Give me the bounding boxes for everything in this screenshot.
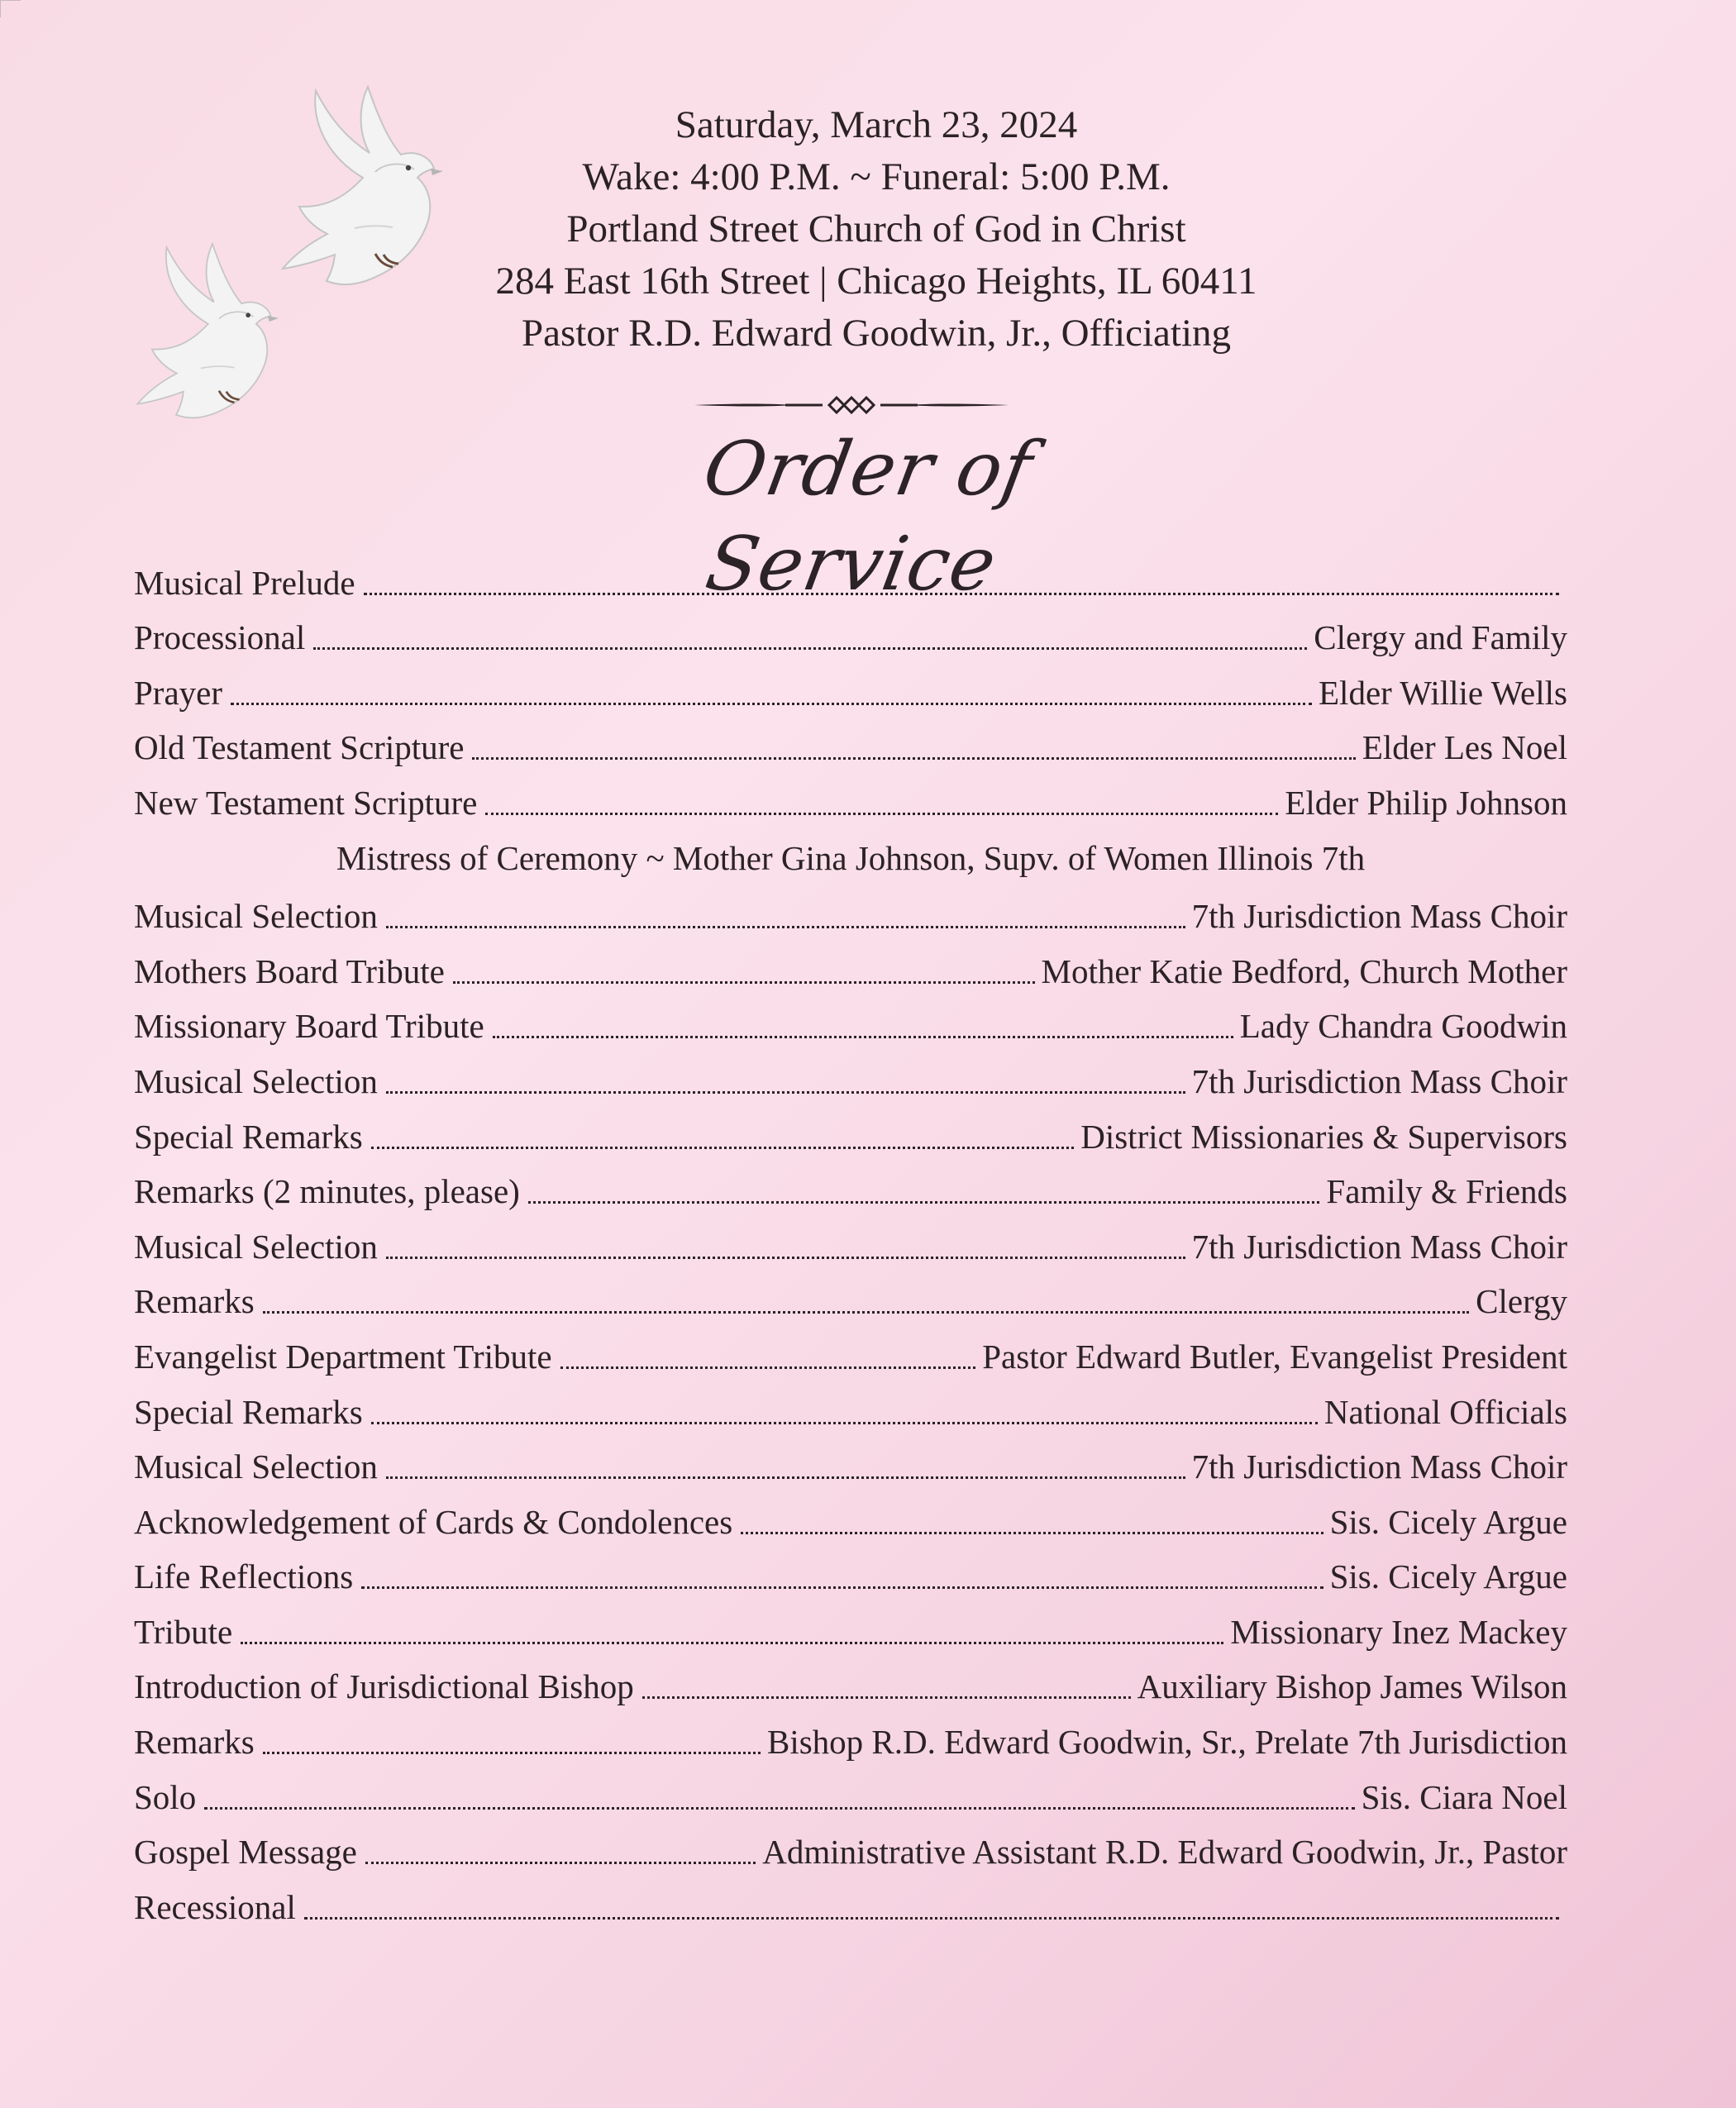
dotted-leader — [386, 925, 1185, 928]
program-person: Clergy — [1476, 1282, 1567, 1321]
dotted-leader — [386, 1090, 1185, 1094]
service-date: Saturday, March 23, 2024 — [675, 103, 1078, 146]
program-row — [134, 1158, 1567, 1214]
program-person: Clergy and Family — [1314, 618, 1567, 657]
program-row — [134, 1819, 1567, 1874]
program-item: Introduction of Jurisdictional Bishop — [134, 1667, 634, 1706]
program-row — [134, 937, 1567, 993]
program-item: Evangelist Department Tribute — [134, 1337, 552, 1376]
church-name: Portland Street Church of God in Christ — [566, 207, 1186, 250]
program-item: Gospel Message — [134, 1833, 357, 1872]
dove-illustration — [134, 79, 481, 467]
dotted-leader — [642, 1695, 1131, 1699]
program-person: Missionary Inez Mackey — [1230, 1612, 1567, 1651]
dotted-leader — [485, 812, 1278, 815]
dove-icon — [283, 87, 443, 284]
program-item: Remarks — [134, 1282, 255, 1321]
program-list — [134, 549, 1567, 1929]
program-row — [134, 1213, 1567, 1268]
program-item: Musical Prelude — [134, 563, 355, 602]
program-person: Sis. Cicely Argue — [1329, 1502, 1567, 1541]
program-item: Tribute — [134, 1612, 233, 1651]
dotted-leader — [241, 1641, 1223, 1644]
dotted-leader — [313, 646, 1307, 650]
program-item: Mothers Board Tribute — [134, 951, 445, 990]
program-person: Pastor Edward Butler, Evangelist President — [982, 1337, 1567, 1376]
dotted-leader — [560, 1366, 976, 1369]
program-item: New Testament Scripture — [134, 783, 478, 822]
program-row — [134, 1433, 1567, 1489]
program-person: Elder Willie Wells — [1319, 673, 1567, 712]
program-row — [134, 659, 1567, 714]
program-row — [134, 1653, 1567, 1709]
program-item: Missionary Board Tribute — [134, 1007, 484, 1046]
dotted-leader — [741, 1531, 1323, 1534]
program-row — [134, 1268, 1567, 1323]
program-person: Family & Friends — [1326, 1172, 1567, 1211]
program-item: Prayer — [134, 673, 223, 712]
program-row — [134, 604, 1567, 660]
service-details — [430, 99, 1323, 360]
dotted-leader — [472, 756, 1355, 760]
program-row — [134, 1598, 1567, 1653]
program-person: Lady Chandra Goodwin — [1239, 1007, 1567, 1046]
program-person: Sis. Cicely Argue — [1329, 1557, 1567, 1596]
dotted-leader — [453, 980, 1035, 984]
program-item: Musical Selection — [134, 897, 378, 936]
program-row — [134, 769, 1567, 824]
dotted-leader — [365, 1861, 756, 1864]
program-item: Musical Selection — [134, 1447, 378, 1486]
program-person: Elder Philip Johnson — [1285, 783, 1567, 822]
dotted-leader — [361, 1586, 1323, 1589]
program-row — [134, 549, 1567, 604]
program-person: 7th Jurisdiction Mass Choir — [1191, 897, 1567, 936]
dotted-leader — [263, 1751, 761, 1754]
dove-icon — [137, 244, 279, 417]
program-person: Mother Katie Bedford, Church Mother — [1041, 951, 1567, 990]
program-item: Musical Selection — [134, 1227, 378, 1266]
dotted-leader — [304, 1916, 1559, 1920]
crop-mark — [0, 0, 21, 17]
dotted-leader — [371, 1421, 1318, 1424]
program-person: National Officials — [1323, 1392, 1567, 1431]
program-item: Solo — [134, 1777, 197, 1816]
dotted-leader — [528, 1200, 1320, 1204]
dotted-leader — [364, 592, 1559, 595]
program-person: 7th Jurisdiction Mass Choir — [1191, 1447, 1567, 1486]
program-person: District Missionaries & Supervisors — [1080, 1117, 1567, 1156]
program-item: Acknowledgement of Cards & Condolences — [134, 1502, 733, 1541]
service-times: Wake: 4:00 P.M. ~ Funeral: 5:00 P.M. — [582, 155, 1171, 198]
program-row — [134, 1543, 1567, 1599]
dotted-leader — [231, 702, 1312, 705]
program-row — [134, 1873, 1567, 1929]
dotted-leader — [386, 1476, 1185, 1479]
program-row — [134, 883, 1567, 938]
program-person: Sis. Ciara Noel — [1361, 1777, 1567, 1816]
program-row — [134, 714, 1567, 770]
program-row — [134, 1488, 1567, 1543]
program-row — [134, 1047, 1567, 1103]
program-row — [134, 824, 1567, 883]
program-item: Processional — [134, 618, 306, 657]
program-person: 7th Jurisdiction Mass Choir — [1191, 1227, 1567, 1266]
program-item: Special Remarks — [134, 1117, 363, 1156]
program-row — [134, 1378, 1567, 1433]
program-item: Remarks — [134, 1723, 255, 1762]
program-item: Musical Selection — [134, 1061, 378, 1100]
program-item: Mistress of Ceremony ~ Mother Gina Johnson, Supv. of Women Illinois 7th — [336, 838, 1366, 877]
program-item: Special Remarks — [134, 1392, 363, 1431]
dotted-leader — [204, 1806, 1354, 1810]
dotted-leader — [493, 1035, 1233, 1038]
church-address: 284 East 16th Street | Chicago Heights, IL 60411 — [495, 260, 1257, 303]
order-of-service-title: Order of Service — [697, 426, 1039, 608]
dotted-leader — [263, 1310, 1469, 1314]
program-row — [134, 1763, 1567, 1819]
program-item: Life Reflections — [134, 1557, 354, 1596]
program-person: Bishop R.D. Edward Goodwin, Sr., Prelate 7th Jurisdiction — [766, 1723, 1567, 1762]
divider-ornament-icon — [694, 389, 1009, 422]
program-row — [134, 1323, 1567, 1378]
program-row — [134, 1708, 1567, 1763]
program-person: 7th Jurisdiction Mass Choir — [1191, 1061, 1567, 1100]
program-person: Administrative Assistant R.D. Edward Goodwin, Jr., Pastor — [762, 1833, 1567, 1872]
dotted-leader — [371, 1146, 1075, 1149]
program-person: Auxiliary Bishop James Wilson — [1137, 1667, 1567, 1706]
dotted-leader — [386, 1256, 1185, 1259]
program-item: Recessional — [134, 1887, 296, 1926]
officiant: Pastor R.D. Edward Goodwin, Jr., Officiating — [521, 312, 1232, 355]
program-person: Elder Les Noel — [1362, 728, 1567, 767]
program-item: Old Testament Scripture — [134, 728, 465, 767]
program-item: Remarks (2 minutes, please) — [134, 1172, 520, 1211]
program-row — [134, 1103, 1567, 1158]
program-row — [134, 993, 1567, 1048]
